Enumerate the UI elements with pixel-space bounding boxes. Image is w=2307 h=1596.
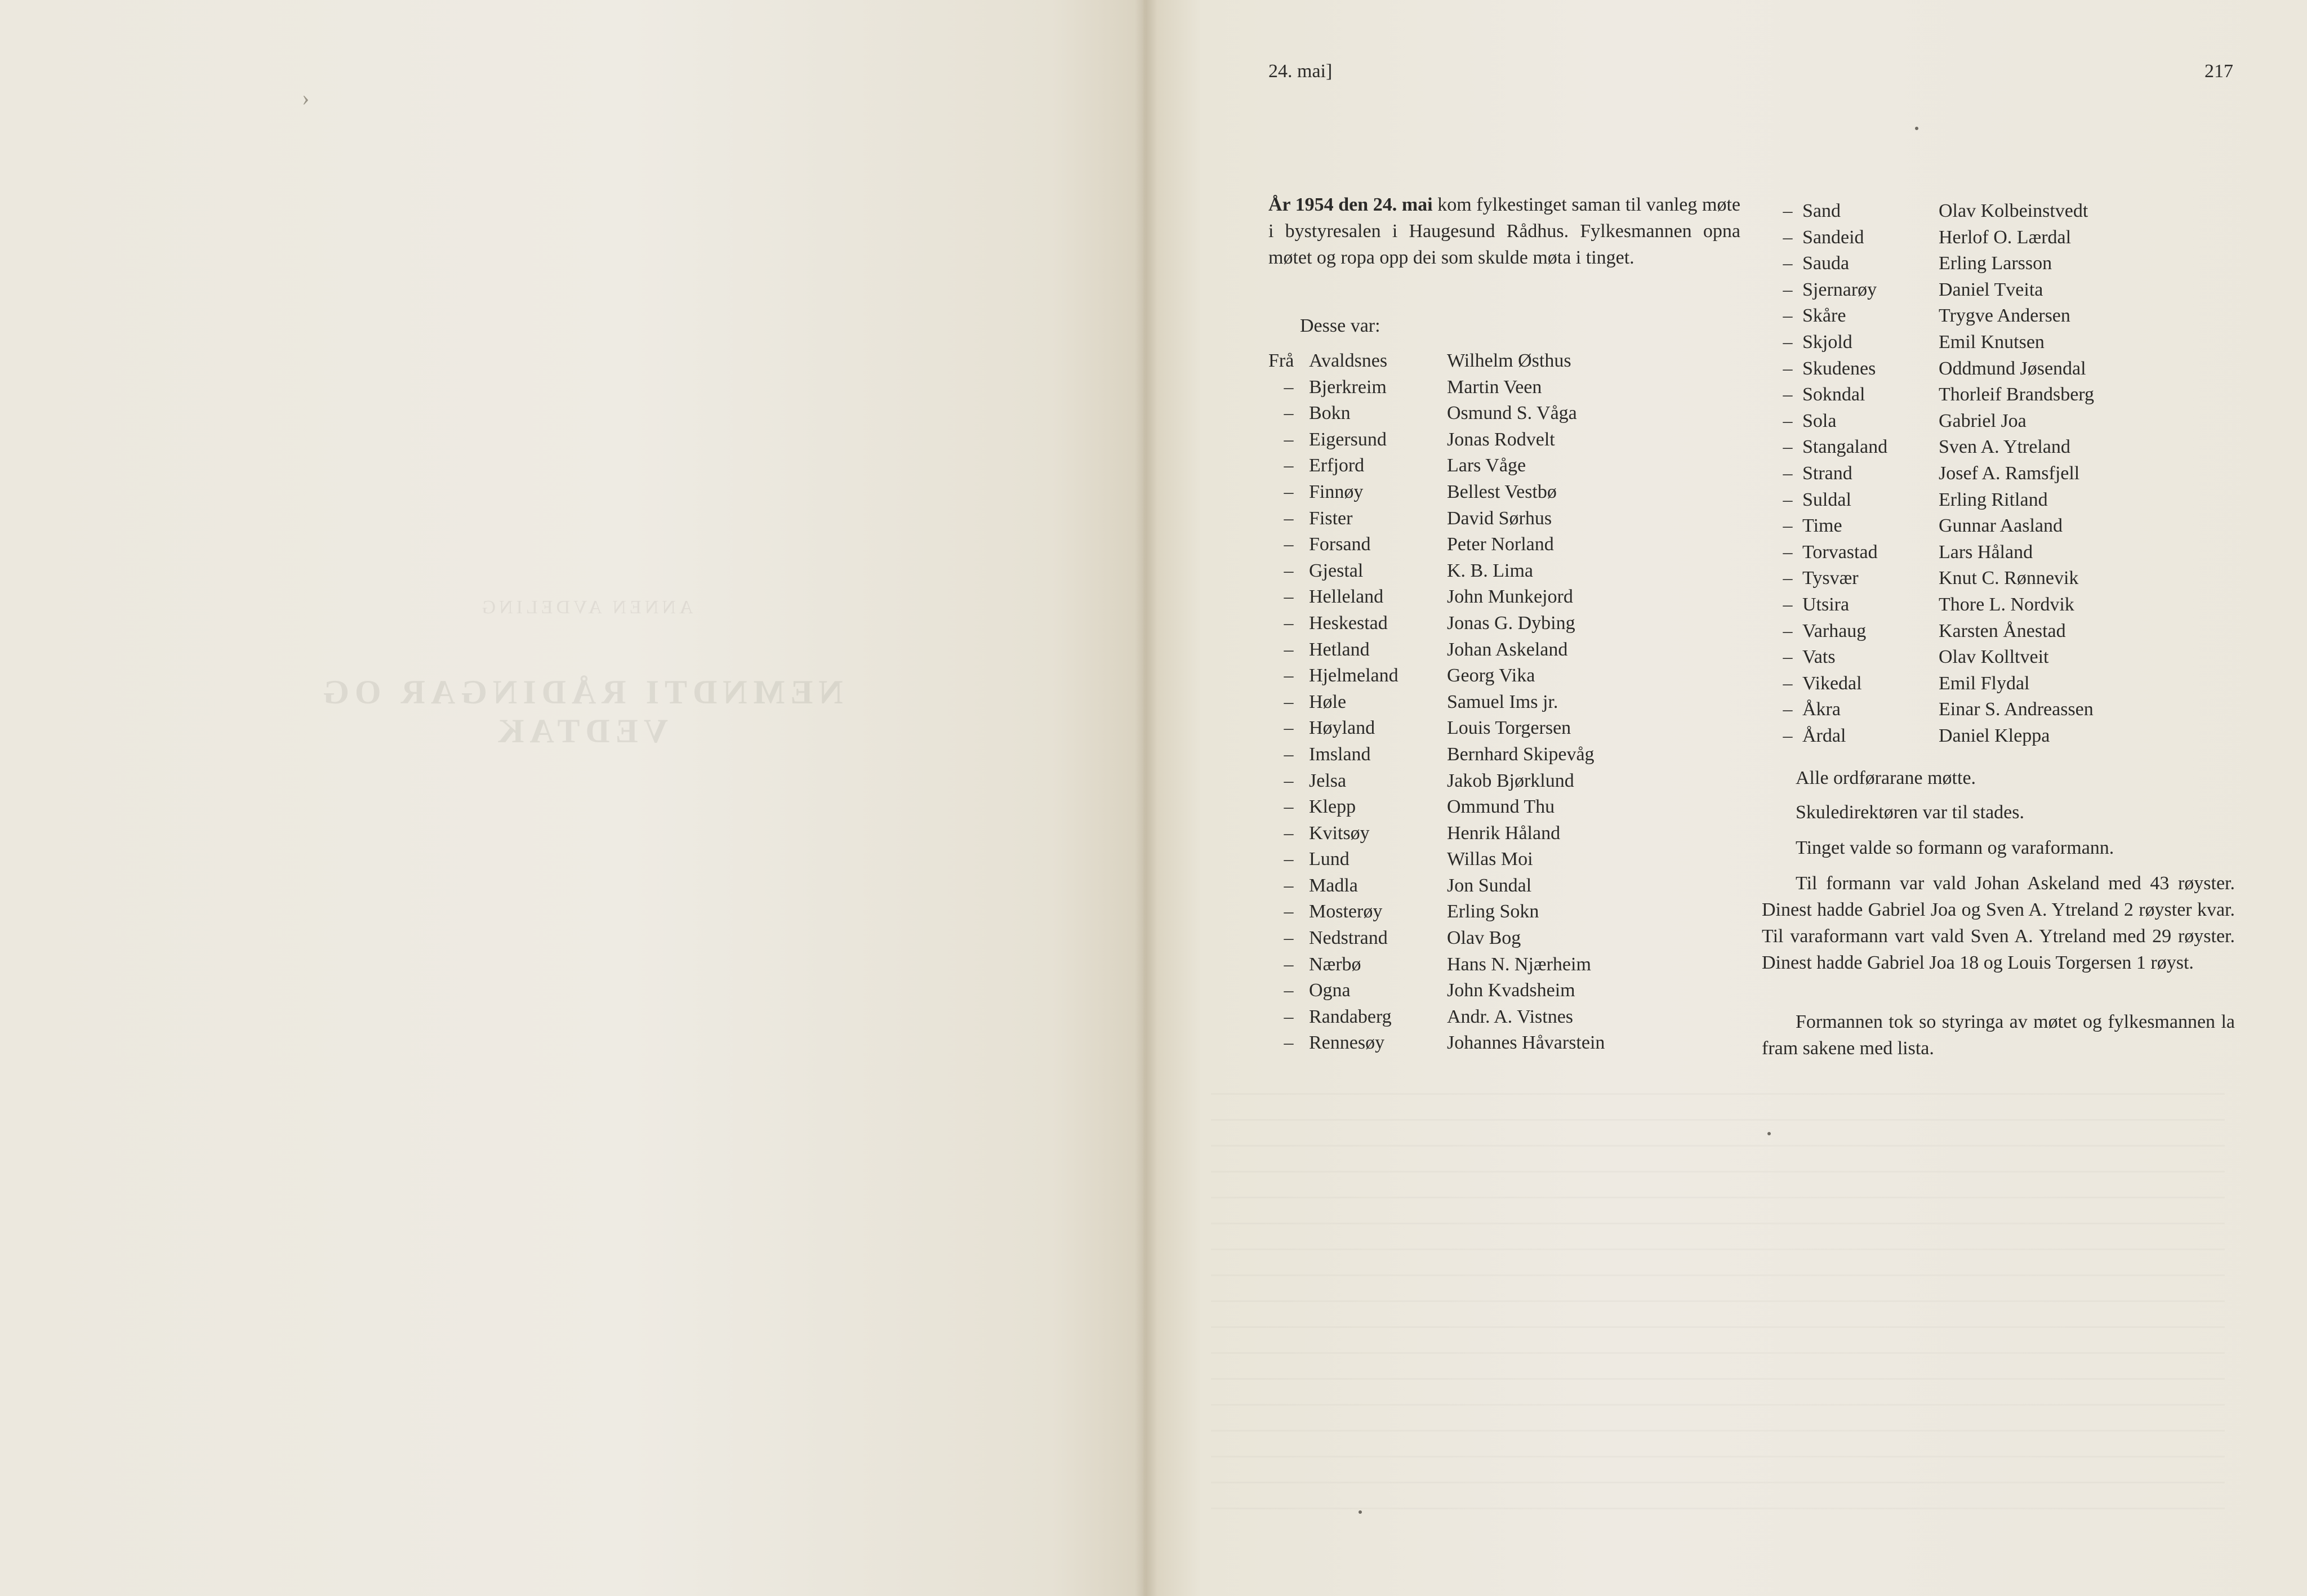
member-place: Ogna — [1309, 980, 1351, 1001]
member-row — [1773, 434, 2094, 461]
member-name: K. B. Lima — [1447, 560, 1533, 581]
member-name: John Munkejord — [1447, 586, 1573, 608]
member-row — [1773, 356, 2094, 382]
member-row — [1268, 400, 1605, 427]
member-prefix: – — [1783, 384, 1793, 405]
member-place: Randaberg — [1309, 1006, 1392, 1027]
member-name: Jonas G. Dybing — [1447, 612, 1575, 634]
member-row — [1268, 952, 1605, 978]
member-prefix: – — [1284, 770, 1294, 791]
member-name: Hans N. Njærheim — [1447, 953, 1591, 975]
member-row — [1268, 899, 1605, 925]
member-name: Thore L. Nordvik — [1939, 594, 2074, 615]
show-through-texture — [1211, 1070, 2225, 1509]
paragraph-val: Tinget valde so formann og varaformann. — [1796, 837, 2114, 858]
member-row — [1268, 925, 1605, 952]
member-prefix: – — [1783, 568, 1793, 589]
member-prefix: – — [1284, 560, 1294, 581]
member-prefix: – — [1284, 534, 1294, 555]
member-row — [1268, 584, 1605, 610]
member-name: Wilhelm Østhus — [1447, 350, 1571, 371]
member-name: Osmund S. Våga — [1447, 403, 1577, 424]
member-name: Sven A. Ytreland — [1939, 436, 2070, 458]
member-row — [1268, 846, 1605, 873]
member-list-column-2 — [1773, 198, 2094, 749]
member-prefix: – — [1284, 612, 1294, 634]
member-place: Fister — [1309, 507, 1353, 529]
member-name: Emil Knutsen — [1939, 331, 2045, 353]
member-row — [1268, 348, 1605, 375]
member-row — [1773, 408, 2094, 435]
member-name: Daniel Kleppa — [1939, 725, 2050, 746]
member-name: Louis Torgersen — [1447, 717, 1571, 739]
member-place: Avaldsnes — [1309, 350, 1388, 371]
member-name: Olav Kolltveit — [1939, 647, 2049, 668]
member-prefix: – — [1783, 672, 1793, 694]
member-prefix: – — [1783, 253, 1793, 274]
member-prefix: Frå — [1268, 350, 1294, 371]
member-name: Gabriel Joa — [1939, 410, 2027, 431]
member-name: Olav Bog — [1447, 928, 1521, 949]
member-place: Varhaug — [1802, 620, 1867, 641]
member-place: Skåre — [1802, 305, 1846, 327]
member-row — [1268, 794, 1605, 821]
member-prefix: – — [1783, 462, 1793, 484]
member-place: Finnøy — [1309, 481, 1364, 502]
member-place: Bokn — [1309, 403, 1351, 424]
member-place: Heskestad — [1309, 612, 1388, 634]
paragraph-formann-result: Til formann var vald Johan Askeland med 43 røyster. Dinest hadde Gabriel Joa og Sven A. Ytreland 2 røyster kvar. Til varaformann vart vald Sven A. Ytreland med 29 røyster. Dinest hadde Gabriel Joa 18 og Louis Torgersen 1 røyst. — [1762, 873, 2235, 973]
member-place: Helleland — [1309, 586, 1384, 608]
member-prefix: – — [1783, 200, 1793, 221]
member-prefix: – — [1284, 429, 1294, 450]
member-row — [1268, 610, 1605, 637]
member-row — [1773, 329, 2094, 356]
member-row — [1268, 637, 1605, 663]
member-place: Åkra — [1802, 699, 1841, 720]
member-name: Herlof O. Lærdal — [1939, 226, 2072, 248]
member-prefix: – — [1284, 507, 1294, 529]
member-name: Bernhard Skipevåg — [1447, 743, 1595, 765]
member-prefix: – — [1284, 928, 1294, 949]
left-page — [0, 0, 1143, 1596]
paragraph-ordforarar: Alle ordførarane møtte. — [1796, 768, 1976, 788]
member-prefix: – — [1783, 279, 1793, 300]
member-prefix: – — [1284, 875, 1294, 896]
paper-speck — [1915, 127, 1918, 130]
member-place: Skjold — [1802, 331, 1852, 353]
member-place: Klepp — [1309, 796, 1356, 818]
member-name: Emil Flydal — [1939, 672, 2030, 694]
member-prefix: – — [1284, 743, 1294, 765]
member-row — [1773, 303, 2094, 329]
member-name: Peter Norland — [1447, 534, 1554, 555]
member-prefix: – — [1284, 717, 1294, 739]
paragraph-styringa: Formannen tok so styringa av møtet og fylkesmannen la fram sakene med lista. — [1762, 1011, 2235, 1059]
member-prefix: – — [1284, 849, 1294, 870]
member-row — [1268, 506, 1605, 532]
member-row — [1268, 742, 1605, 768]
member-place: Tysvær — [1802, 568, 1859, 589]
member-name: Einar S. Andreassen — [1939, 699, 2094, 720]
member-place: Kvitsøy — [1309, 822, 1370, 844]
member-place: Nærbø — [1309, 953, 1361, 975]
member-place: Sandeid — [1802, 226, 1864, 248]
member-prefix: – — [1284, 1032, 1294, 1054]
member-place: Vats — [1802, 647, 1836, 668]
member-name: Trygve Andersen — [1939, 305, 2070, 327]
member-row — [1268, 873, 1605, 899]
member-place: Imsland — [1309, 743, 1371, 765]
member-row — [1773, 382, 2094, 408]
member-row — [1268, 715, 1605, 742]
bleed-through-heading: ANNEN AVDELING — [478, 597, 693, 618]
member-name: Daniel Tveita — [1939, 279, 2043, 300]
member-name: Josef A. Ramsfjell — [1939, 462, 2080, 484]
member-row — [1268, 689, 1605, 716]
member-row — [1268, 768, 1605, 795]
member-row — [1773, 592, 2094, 618]
member-prefix: – — [1783, 305, 1793, 327]
member-name: Erling Ritland — [1939, 489, 2048, 510]
member-name: Johannes Håvarstein — [1447, 1032, 1605, 1054]
member-prefix: – — [1284, 691, 1294, 712]
member-place: Årdal — [1802, 725, 1846, 746]
member-place: Lund — [1309, 849, 1350, 870]
book-gutter — [1135, 0, 1157, 1596]
member-row — [1773, 618, 2094, 645]
member-name: Samuel Ims jr. — [1447, 691, 1558, 712]
member-prefix: – — [1783, 436, 1793, 458]
member-place: Forsand — [1309, 534, 1371, 555]
member-place: Høyland — [1309, 717, 1375, 739]
page-number: 217 — [2204, 61, 2233, 82]
member-prefix: – — [1284, 586, 1294, 608]
member-name: Lars Våge — [1447, 455, 1526, 476]
member-prefix: – — [1284, 901, 1294, 922]
member-row — [1773, 487, 2094, 514]
member-place: Erfjord — [1309, 455, 1365, 476]
member-prefix: – — [1783, 725, 1793, 746]
member-prefix: – — [1783, 620, 1793, 641]
member-row — [1268, 479, 1605, 506]
member-prefix: – — [1284, 1006, 1294, 1027]
member-place: Sola — [1802, 410, 1837, 431]
member-name: David Sørhus — [1447, 507, 1552, 529]
member-row — [1268, 453, 1605, 479]
member-prefix: – — [1284, 822, 1294, 844]
paper-speck — [1767, 1132, 1771, 1135]
member-prefix: – — [1783, 331, 1793, 353]
member-row — [1268, 1030, 1605, 1056]
member-name: Karsten Ånestad — [1939, 620, 2066, 641]
member-prefix: – — [1783, 647, 1793, 668]
member-place: Utsira — [1802, 594, 1850, 615]
member-name: Erling Sokn — [1447, 901, 1539, 922]
member-prefix: – — [1783, 699, 1793, 720]
bleed-through-title: NEMNDTI RÅDINGAR OG VEDTAK — [317, 674, 843, 750]
member-place: Madla — [1309, 875, 1358, 896]
member-place: Nedstrand — [1309, 928, 1388, 949]
member-place: Sjernarøy — [1802, 279, 1877, 300]
running-head-date: 24. mai] — [1268, 61, 1333, 82]
member-place: Sokndal — [1802, 384, 1865, 405]
intro-text: kom fylkestinget saman til vanleg møte i bystyresalen i Haugesund Rådhus. Fylkesmannen opna møtet og ropa opp dei som skulde møta i tinget. — [1268, 194, 1740, 268]
member-name: Johan Askeland — [1447, 639, 1568, 660]
member-prefix: – — [1783, 226, 1793, 248]
member-prefix: – — [1284, 796, 1294, 818]
member-place: Suldal — [1802, 489, 1851, 510]
member-list-column-1 — [1268, 348, 1605, 1056]
member-row — [1773, 540, 2094, 566]
member-name: Erling Larsson — [1939, 253, 2052, 274]
member-prefix: – — [1284, 665, 1294, 686]
member-row — [1268, 427, 1605, 453]
member-place: Bjerkreim — [1309, 376, 1387, 398]
member-name: Martin Veen — [1447, 376, 1542, 398]
member-place: Mosterøy — [1309, 901, 1383, 922]
member-prefix: – — [1284, 953, 1294, 975]
paper-speck — [1359, 1510, 1362, 1514]
member-name: Lars Håland — [1939, 541, 2033, 563]
member-name: Andr. A. Vistnes — [1447, 1006, 1574, 1027]
member-place: Høle — [1309, 691, 1347, 712]
member-place: Eigersund — [1309, 429, 1387, 450]
member-name: Jonas Rodvelt — [1447, 429, 1555, 450]
member-place: Hetland — [1309, 639, 1370, 660]
member-row — [1268, 821, 1605, 847]
member-name: Gunnar Aasland — [1939, 515, 2063, 537]
member-name: Bellest Vestbø — [1447, 481, 1557, 502]
member-row — [1268, 663, 1605, 689]
member-name: John Kvadsheim — [1447, 980, 1575, 1001]
member-row — [1773, 644, 2094, 671]
member-row — [1268, 558, 1605, 585]
member-name: Henrik Håland — [1447, 822, 1561, 844]
member-place: Sauda — [1802, 253, 1850, 274]
desse-var-label: Desse var: — [1300, 315, 1380, 336]
member-prefix: – — [1284, 403, 1294, 424]
member-name: Jakob Bjørklund — [1447, 770, 1574, 791]
member-prefix: – — [1284, 481, 1294, 502]
intro-paragraph — [1268, 191, 1740, 271]
member-name: Georg Vika — [1447, 665, 1535, 686]
member-place: Vikedal — [1802, 672, 1862, 694]
member-row — [1773, 461, 2094, 487]
member-row — [1268, 532, 1605, 558]
member-prefix: – — [1284, 639, 1294, 660]
member-row — [1773, 697, 2094, 723]
member-place: Rennesøy — [1309, 1032, 1385, 1054]
member-place: Strand — [1802, 462, 1852, 484]
member-name: Jon Sundal — [1447, 875, 1532, 896]
member-row — [1773, 225, 2094, 251]
member-prefix: – — [1783, 358, 1793, 379]
member-row — [1773, 723, 2094, 750]
member-place: Skudenes — [1802, 358, 1876, 379]
paragraph-skuledirektor: Skuledirektøren var til stades. — [1796, 802, 2025, 823]
member-prefix: – — [1284, 455, 1294, 476]
member-prefix: – — [1783, 594, 1793, 615]
member-prefix: – — [1783, 489, 1793, 510]
member-place: Time — [1802, 515, 1842, 537]
member-name: Oddmund Jøsendal — [1939, 358, 2086, 379]
member-row — [1773, 565, 2094, 592]
member-row — [1268, 375, 1605, 401]
member-place: Torvastad — [1802, 541, 1878, 563]
margin-mark: › — [302, 85, 310, 110]
member-name: Olav Kolbeinstvedt — [1939, 200, 2088, 221]
member-prefix: – — [1284, 376, 1294, 398]
member-row — [1773, 277, 2094, 304]
member-row — [1773, 671, 2094, 697]
member-row — [1773, 251, 2094, 277]
member-row — [1268, 978, 1605, 1004]
member-name: Ommund Thu — [1447, 796, 1555, 818]
member-prefix: – — [1284, 980, 1294, 1001]
member-row — [1773, 198, 2094, 225]
member-row — [1773, 513, 2094, 540]
member-place: Gjestal — [1309, 560, 1364, 581]
member-prefix: – — [1783, 541, 1793, 563]
member-place: Hjelmeland — [1309, 665, 1399, 686]
member-name: Thorleif Brandsberg — [1939, 384, 2095, 405]
member-place: Sand — [1802, 200, 1841, 221]
member-place: Jelsa — [1309, 770, 1347, 791]
intro-bold-lead: År 1954 den 24. mai — [1268, 194, 1433, 215]
member-prefix: – — [1783, 410, 1793, 431]
member-prefix: – — [1783, 515, 1793, 537]
member-row — [1268, 1004, 1605, 1031]
member-name: Knut C. Rønnevik — [1939, 568, 2079, 589]
member-place: Stangaland — [1802, 436, 1888, 458]
member-name: Willas Moi — [1447, 849, 1533, 870]
